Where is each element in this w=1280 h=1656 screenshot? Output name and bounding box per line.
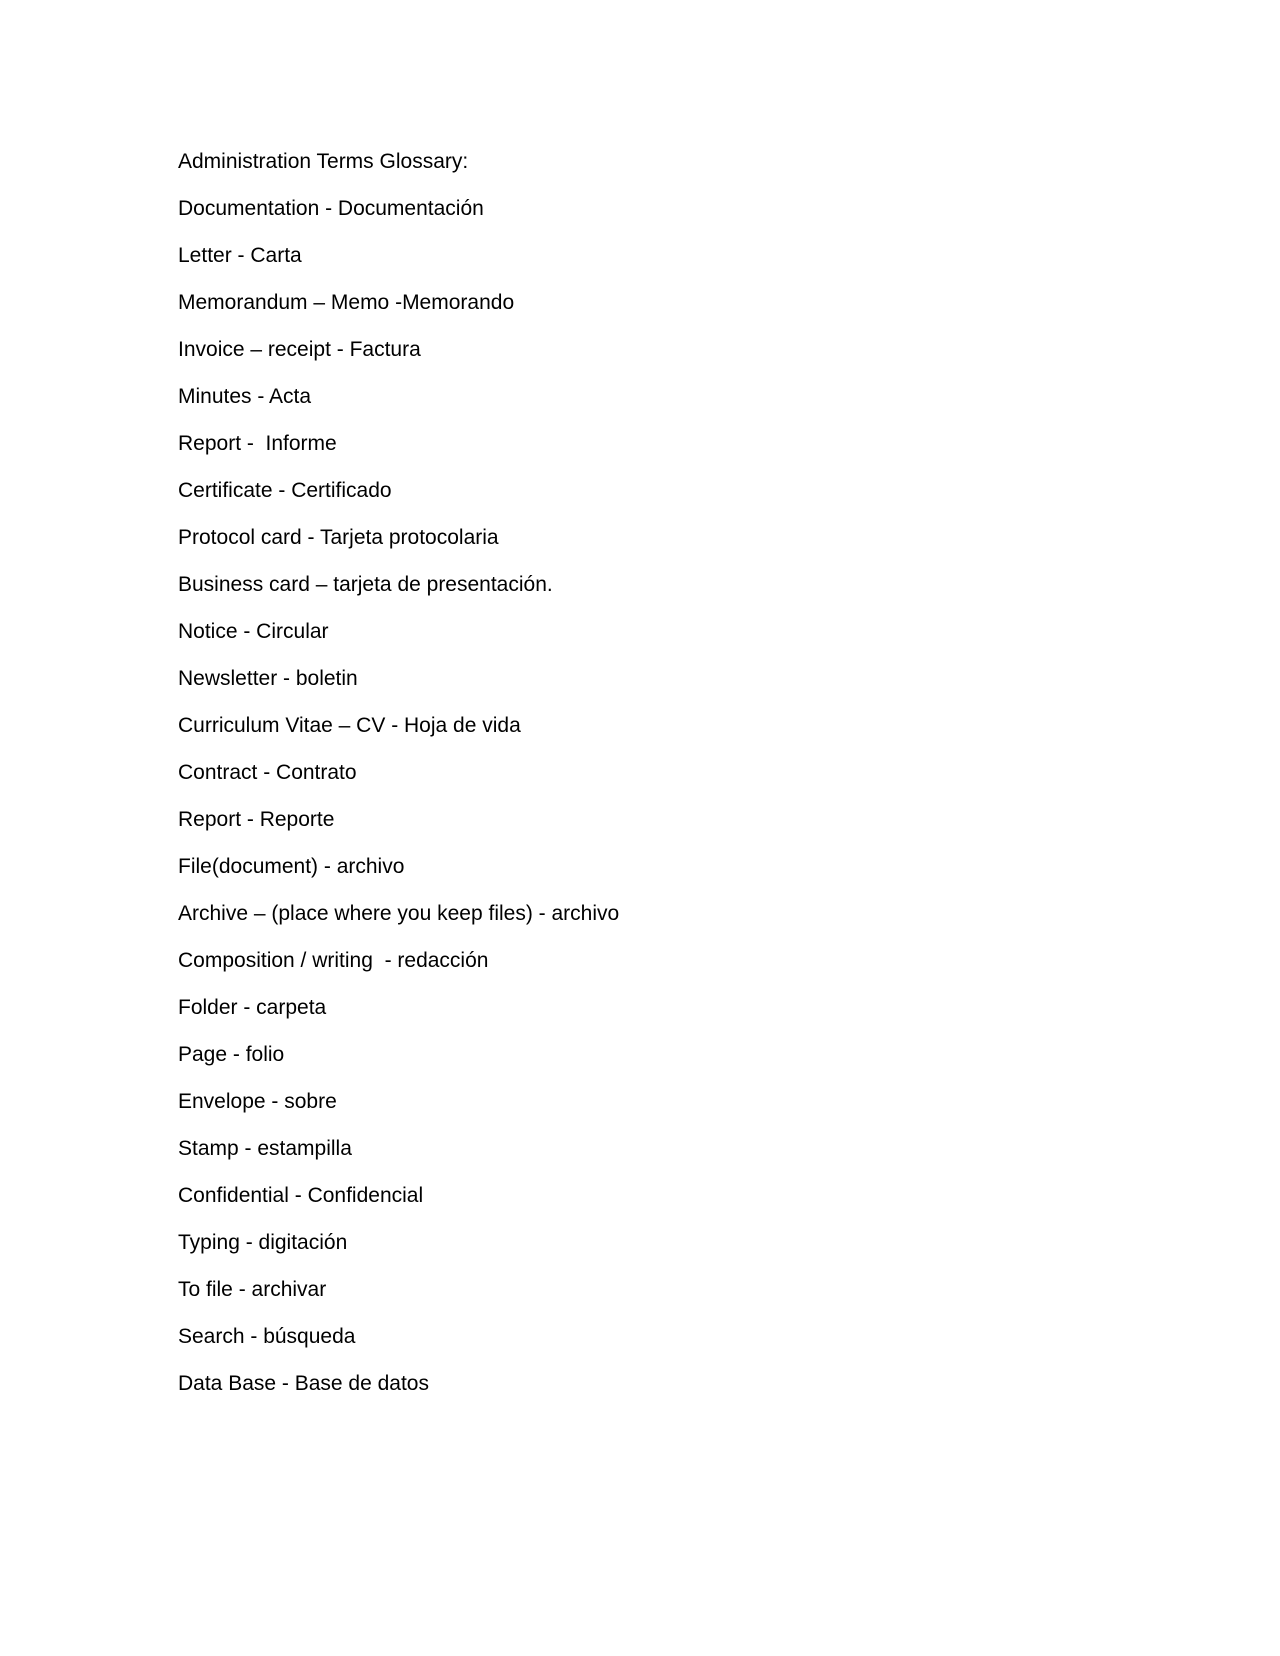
glossary-entry: Curriculum Vitae – CV - Hoja de vida	[178, 714, 521, 737]
glossary-entry: Data Base - Base de datos	[178, 1372, 429, 1395]
glossary-entry: Archive – (place where you keep files) - archivo	[178, 902, 620, 925]
glossary-entry: Contract - Contrato	[178, 761, 357, 784]
glossary-entry: Report - Reporte	[178, 808, 335, 831]
glossary-title: Administration Terms Glossary:	[178, 150, 469, 173]
glossary-entry: Confidential - Confidencial	[178, 1184, 424, 1207]
glossary-entry: Composition / writing - redacción	[178, 949, 489, 972]
glossary-entry: Invoice – receipt - Factura	[178, 338, 421, 361]
glossary-entry: Envelope - sobre	[178, 1090, 337, 1113]
glossary-entry: Newsletter - boletin	[178, 667, 358, 690]
glossary-entry: Report - Informe	[178, 432, 337, 455]
glossary-body	[178, 146, 1178, 1415]
glossary-entry: Letter - Carta	[178, 244, 302, 267]
glossary-entry: Minutes - Acta	[178, 385, 312, 408]
glossary-entry: Notice - Circular	[178, 620, 329, 643]
glossary-entry: Stamp - estampilla	[178, 1137, 352, 1160]
glossary-entry: To file - archivar	[178, 1278, 327, 1301]
glossary-entry: Typing - digitación	[178, 1231, 348, 1254]
glossary-entry: Page - folio	[178, 1043, 285, 1066]
glossary-entry: Certificate - Certificado	[178, 479, 392, 502]
glossary-entry: Memorandum – Memo -Memorando	[178, 291, 515, 314]
glossary-entry: Folder - carpeta	[178, 996, 327, 1019]
glossary-entry: Search - búsqueda	[178, 1325, 356, 1348]
glossary-entry: File(document) - archivo	[178, 855, 405, 878]
glossary-entry: Documentation - Documentación	[178, 197, 484, 220]
glossary-entry: Business card – tarjeta de presentación.	[178, 573, 553, 596]
glossary-entry: Protocol card - Tarjeta protocolaria	[178, 526, 499, 549]
